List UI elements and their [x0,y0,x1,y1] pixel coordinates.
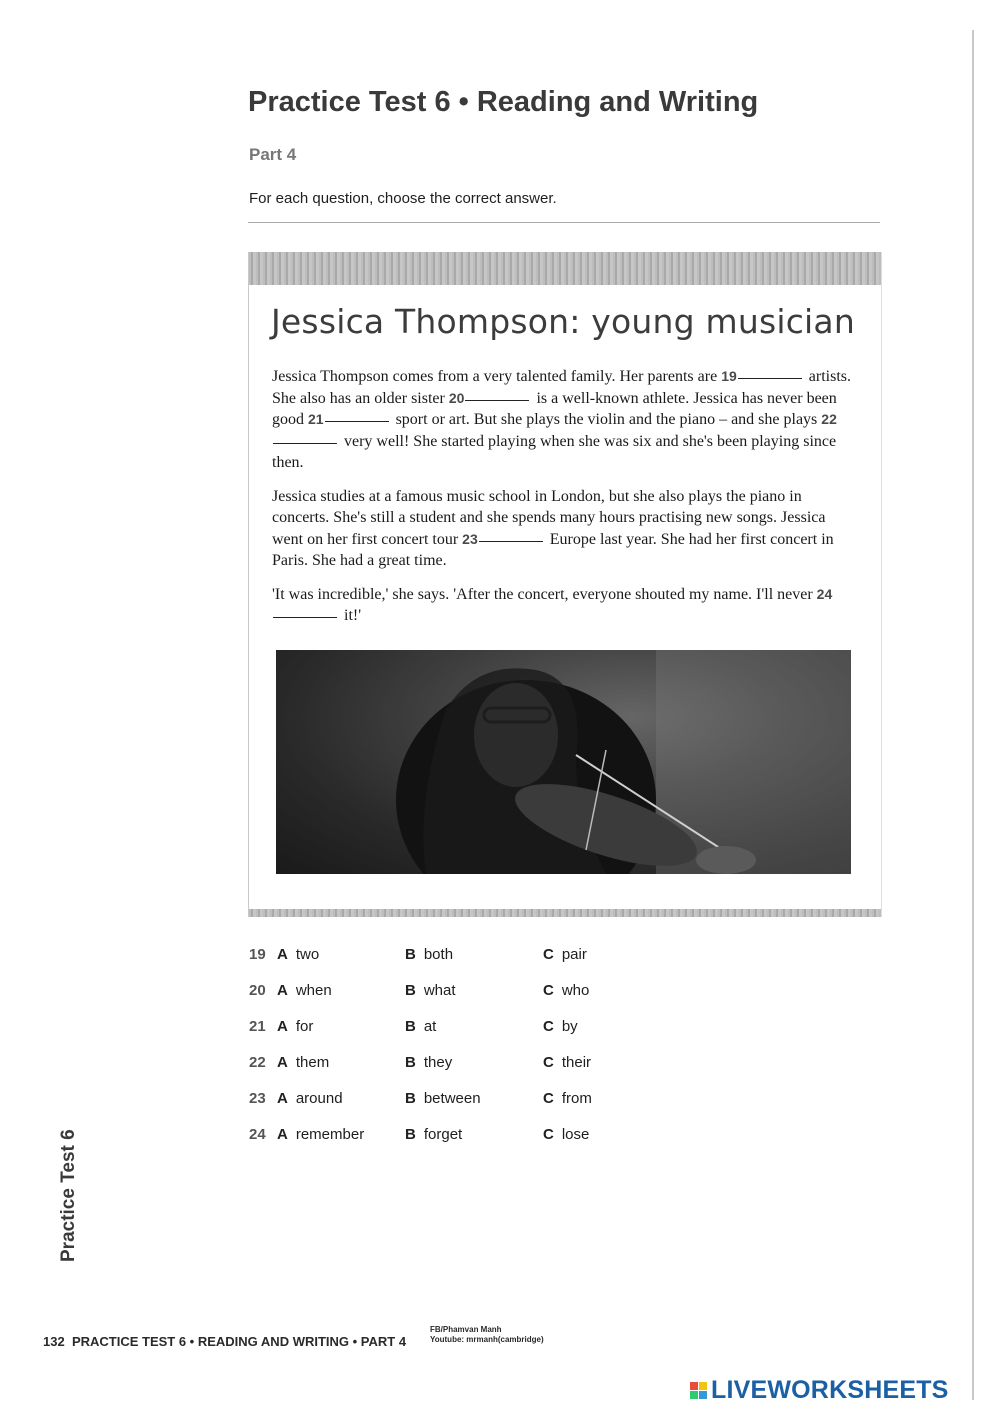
logo-square [699,1391,707,1399]
option-text: for [295,1018,314,1035]
page-edge [972,30,974,1400]
option-c[interactable] [543,1090,592,1107]
logo-square [690,1382,698,1390]
option-letter: A [277,1126,288,1143]
text-span: it!' [344,607,362,624]
gap-number-23: 23 [462,530,478,547]
question-row [249,946,629,968]
option-text: their [561,1054,592,1071]
logo-square [699,1382,707,1390]
option-c[interactable] [543,946,587,963]
option-b[interactable] [405,1090,481,1107]
question-number: 23 [249,1090,266,1107]
gap-number-20: 20 [448,389,465,406]
option-text: by [561,1018,578,1035]
option-letter: B [405,946,416,963]
text-span: very well! She started playing when she was six and she's been playing since then. [272,432,837,471]
option-b[interactable] [405,1126,462,1143]
gap-number-22: 22 [821,411,837,427]
panel-top-band [249,252,881,285]
text-span: Jessica Thompson comes from a very talented family. Her parents are [272,368,718,385]
option-a[interactable] [277,1090,343,1107]
credit-line: Youtube: mrmanh(cambridge) [430,1335,544,1344]
option-b[interactable] [405,982,456,999]
option-letter: C [543,1054,554,1071]
gap-21-blank[interactable] [325,420,389,422]
option-letter: C [543,946,554,963]
panel-bottom-band [249,909,881,917]
page-footer [43,1334,406,1349]
option-c[interactable] [543,1126,589,1143]
option-letter: C [543,1126,554,1143]
instruction-text: For each question, choose the correct answer. [249,190,557,207]
option-c[interactable] [543,982,589,999]
side-tab-label: Practice Test 6 [58,1129,79,1262]
violinist-illustration [276,650,851,874]
question-row [249,1126,629,1148]
option-text: two [295,946,320,963]
paragraph-3 [272,584,860,627]
option-text: when [295,982,332,999]
option-text: both [423,946,454,963]
paragraph-1 [272,366,860,474]
option-letter: A [277,1090,288,1107]
option-text: who [561,982,590,999]
option-text: what [423,982,456,999]
article-body [272,366,860,639]
option-text: they [423,1054,453,1071]
option-a[interactable] [277,982,332,999]
gap-23-blank[interactable] [479,540,543,542]
option-a[interactable] [277,1018,313,1035]
divider [248,222,880,223]
option-letter: C [543,1090,554,1107]
option-text: from [561,1090,592,1107]
option-text: remember [295,1126,365,1143]
credit-note [430,1325,544,1345]
option-a[interactable] [277,1054,329,1071]
option-b[interactable] [405,946,453,963]
text-span: artists. She also has an older sister [272,368,851,407]
credit-line: FB/Phamvan Manh [430,1325,502,1334]
page-title: Practice Test 6 • Reading and Writing [248,86,759,118]
option-letter: B [405,982,416,999]
option-letter: B [405,1090,416,1107]
option-c[interactable] [543,1054,591,1071]
article-panel [248,252,882,917]
option-b[interactable] [405,1054,452,1071]
gap-24-blank[interactable] [273,616,337,618]
option-letter: C [543,1018,554,1035]
text-span: Europe last year. She had her first concert in Paris. She had a great time. [272,530,834,569]
option-text: them [295,1054,330,1071]
option-a[interactable] [277,1126,364,1143]
footer-text: PRACTICE TEST 6 • READING AND WRITING • PART 4 [71,1334,407,1349]
option-b[interactable] [405,1018,436,1035]
option-letter: A [277,982,288,999]
option-letter: C [543,982,554,999]
question-row [249,1090,629,1112]
question-row [249,1054,629,1076]
paragraph-2 [272,486,860,572]
option-text: forget [423,1126,463,1143]
article-title: Jessica Thompson: young musician [271,302,855,341]
option-letter: B [405,1126,416,1143]
brand-watermark[interactable] [690,1376,949,1405]
text-span: 'It was incredible,' she says. 'After the concert, everyone shouted my name. I'll never [272,585,813,603]
gap-19-blank[interactable] [738,377,802,379]
logo-square [690,1391,698,1399]
question-row [249,982,629,1004]
option-c[interactable] [543,1018,578,1035]
option-text: lose [561,1126,590,1143]
gap-22-blank[interactable] [273,442,337,444]
brand-name: LIVEWORKSHEETS [711,1376,949,1404]
option-letter: A [277,946,288,963]
option-text: at [423,1018,437,1035]
question-number: 20 [249,982,266,999]
brand-logo-icon [690,1382,707,1399]
text-span: sport or art. But she plays the violin and the piano – and she plays [395,411,818,428]
option-text: around [295,1090,343,1107]
gap-20-blank[interactable] [465,399,529,401]
option-text: pair [561,946,587,963]
question-number: 21 [249,1018,266,1035]
question-row [249,1018,629,1040]
part-label: Part 4 [249,145,297,164]
violinist-photo [276,650,851,874]
option-letter: A [277,1018,288,1035]
option-text: between [423,1090,481,1107]
gap-number-19: 19 [721,368,737,384]
gap-number-21: 21 [308,411,324,427]
option-letter: A [277,1054,288,1071]
option-a[interactable] [277,946,319,963]
text-span: Jessica studies at a famous music school in London, but she also plays the piano in concerts. She's still a student and she spends many hours practising new songs. Jessica went on her first concert tour [272,487,826,548]
option-letter: B [405,1054,416,1071]
option-letter: B [405,1018,416,1035]
page-number: 132 [43,1334,65,1349]
question-number: 24 [249,1126,266,1143]
question-number: 22 [249,1054,266,1071]
gap-number-24: 24 [816,585,833,602]
text-span: is a well-known athlete. Jessica has never been good [272,389,837,428]
question-number: 19 [249,946,266,963]
